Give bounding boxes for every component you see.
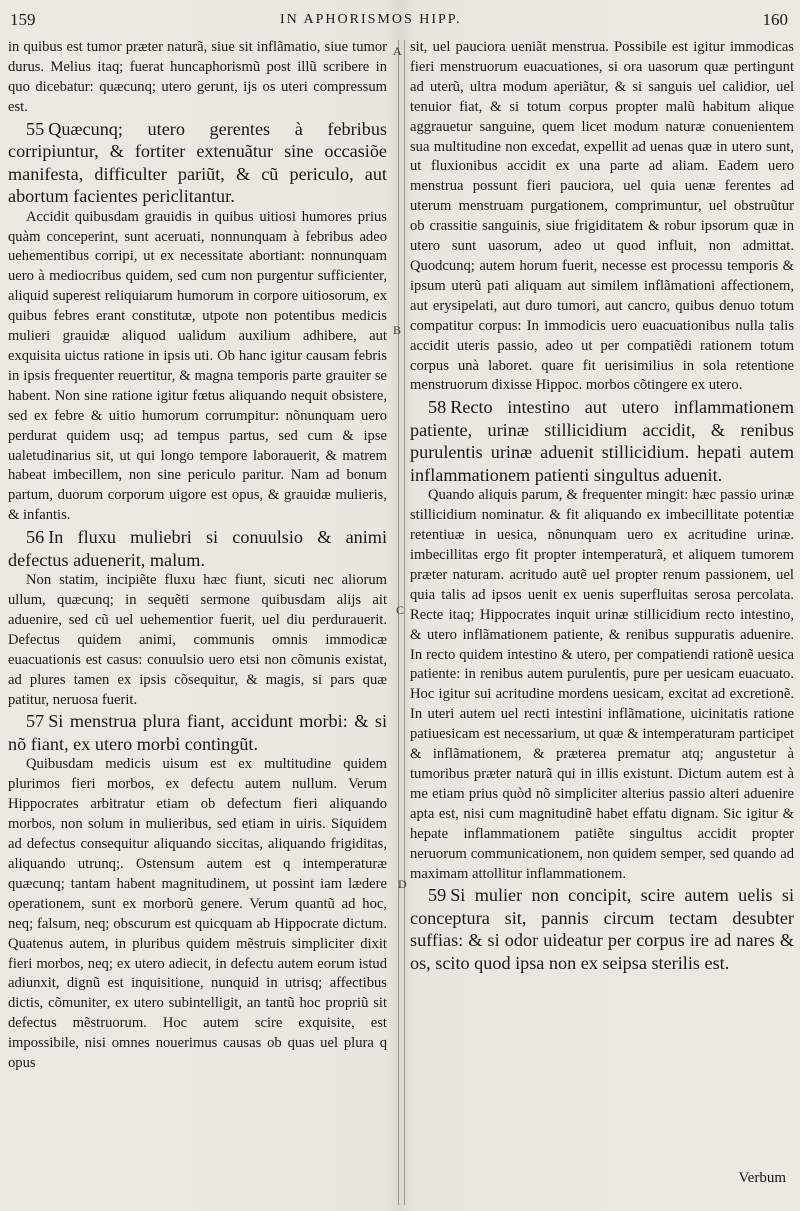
commentary-58: Quando aliquis parum, & frequenter mingit: hæc passio urinæ stillicidium nominatur. & fit aliquando ex imbecillitate potentiæ retentiuæ in uesica, nõnunquam uero ex acritudine urinæ. imbecillitas ergo fit propter intemperaturã, et aliquem tumorem præter naturam. acritudo autẽ uel propter renum passionem, uel quia talis ad ipsos uenit ex uenis superfluitas serosa percolata. Recte itaq; Hippocrates inquit urinæ stillicidium recto intestino, & utero inflãmationem patiente, & renibus suppuratis aduenire. In recto quidem intestino & utero, per compatiendi rationẽ uesica patiente: in renibus autem purulentis, pure per uesicam euacuato. Hoc igitur sui acritudine mordens uesicam, excitat ad excretionẽ. In uteri autem uel recti intestini inflãmatione, uicinitatis ratione patiuesicam est necessarium, ut quæ & intemperaturam participet & inflãmationem, & præterea prematur atq; angustetur à tumoribus præter naturã qui in illis existunt. Dictum autem est à me etiam prius quòd nõ simpliciter alterius passio alteri aduenire apta est, nisi cum magnitudinẽ habet effatu dignam. Sic igitur & hepate inflammationem patiẽte singultus accidit propter neruorum communicationem, non quidem semper, sed quando ad maximam attollitur inflammationem.	[410, 487, 794, 882]
commentary-55: Accidit quibusdam grauidis in quibus uitiosi humores prius quàm conceperint, sunt aceruati, nonnunquam à febribus adeo uehementibus corripi, ut ex necessitate abortiant: nonnunquam uero à mediocribus quidem, sed cum non purgentur sufficienter, aliquid superest reliquiarum humorum in corpore uitiosorum, ex quibus febres erant constitutæ, utpote non potentibus medicis mulieri grauidæ aliquod ualidum auxilium adhibere, aut exquisita uictus ratione in ipsis uti. Ob hanc igitur causam febris in ipsis frequenter reuertitur, & magna temporis parte grauiter se habent. Non sine ratione igitur fœtus aliquando nequit obsistere, sed ex febre & uitio humorum corrumpitur: nõnunquam uero perdurat quidem usq; ad tempus partus, sed cum & ipse ualetudinarius sit, ut qui longo tempore laborauerit, & matrem habeat imbecillem, non sine periculo paritur. Nam ad bonum partum, duorum corporum uigore est opus, & grauidæ mulieris, & infantis.	[8, 208, 387, 524]
aphorism-number: 56	[26, 527, 45, 548]
page-header	[0, 10, 800, 34]
margin-marker-b: B	[393, 323, 402, 337]
aphorism-text: Quæcunq; utero gerentes à febribus corripiuntur, & fortiter extenuãtur sine occasiõe manifesta, difficulter pariũt, & cũ periculo, aut abortum facientes periclitantur.	[8, 118, 387, 207]
page-number-left: 159	[10, 10, 36, 29]
left-column	[8, 38, 387, 1203]
running-head: IN APHORISMOS HIPP.	[280, 12, 462, 27]
margin-marker-c: C	[396, 603, 405, 617]
aphorism-number: 57	[26, 711, 45, 732]
continued-commentary: sit, uel pauciora ueniãt menstrua. Possibile est igitur immodicas fieri menstruorum euacuationes, si ora uasorum quæ pertingunt ad uterũ, ultra modum aperiãtur, & si sanguis uel calidior, uel tenuior fiat, & si totum corpus propter malũ habitum alique aggrauetur sanguine, quem licet modum naturæ conuenientem sua multitudine non excedat, expellit ad uenas quæ in utero sunt, ut fluxionibus accidit ex una parte ad aliam. Eadem uero menstrua possunt fieri pauciora, uel quia uenæ ferentes ad uterum menstruam purgationem, comprimuntur, uel obstruũtur ob crassitie sanguinis, siue frigiditatem & robur ipsorum quæ in utero sunt uasorum, adeo ut quod influit, non admittat. Quodcunq; autem horum fuerit, necesse est processu temporis & ipsum uterũ pati aliquam aut similem inflãmationi affectionem, aut erysipelati, aut duro tumori, aut cancro, quibus denuo totum compatitur corpus: In immodicis uero euacuationibus nulla talis accidit uteris passio, adeo ut per compatiẽdi rationem totum corpus unà laboret. quare fit uerisimilius in sola retentione menstruorum dixisse Hippoc. morbos cõtingere ex utero.	[410, 39, 794, 394]
aphorism-57	[8, 710, 387, 755]
right-column	[410, 38, 794, 1203]
aphorism-text: Si mulier non concipit, scire autem uelis si conceptura sit, pannis circum tectam desubter suffias: & si odor uideatur per corpus ire ad nares & os, scito quod ipsa non ex seipsa sterilis est.	[410, 885, 794, 973]
page-number-right: 160	[762, 10, 788, 29]
catchword: Verbum	[738, 1170, 786, 1186]
aphorism-text: Recto intestino aut utero inflammationem patiente, urinæ stillicidium accidit, & renibus purulentis urinæ aduenit stillicidium. hepati autem inflammationem patienti singultus aduenit.	[410, 397, 794, 485]
column-rule-right	[404, 40, 405, 1205]
aphorism-text: Si menstrua plura fiant, accidunt morbi: & si nõ fiant, ex utero morbi contingũt.	[8, 711, 387, 754]
aphorism-number: 58	[428, 397, 447, 418]
aphorism-number: 55	[26, 118, 45, 139]
column-rule-left	[398, 40, 399, 1205]
margin-marker-a: A	[393, 44, 402, 58]
aphorism-text: In fluxu muliebri si conuulsio & animi defectus aduenerit, malum.	[8, 527, 387, 570]
margin-marker-d: D	[398, 877, 407, 891]
commentary-56: Non statim, incipiẽte fluxu hæc fiunt, sicuti nec aliorum ullum, quæcunq; in sequẽti sermone quibusdam alijs ait aduenire, sed cũ uel uehementior fuerit, uel diu perdurauerit. Defectus quidem animi, communis omnis immodicæ euacuationis est casus: conuulsio uero etsi non cõmunis existat, ad plures tamen ex ipsis cõsequitur, & magis, si pars quæ patitur, neruosa fuerit.	[8, 572, 387, 708]
aphorism-56	[8, 526, 387, 571]
aphorism-number: 59	[428, 885, 447, 906]
commentary-57: Quibusdam medicis uisum est ex multitudine quidem plurimos fieri morbos, ex defectu autem nullum. Verum Hippocrates arbitratur etiam ob defectum fieri aliquando morbos, non solum in mulieribus, sed etiam in uiris. Siquidem ad defectus consequitur aliquando siccitas, aliquando frigiditas, aliquando utrunq;. Ostensum autem est q intemperaturæ quæcunq; tantam habent magnitudinem, ut possint iam lædere operationem, sunt ex morborũ genere. Verum quantũ ad hoc, neq; falsum, neq; obscurum est quicquam ab Hippocrate dictum. Quatenus autem, in pluribus quidem mẽstruis simpliciter dixit fieri morbos, neq; ex utero adiecit, in defectu autem eorum istud adiunxit, dignũ est inquisitione, nunquid in utrisq; affectibus dictis, cõmuniter, ex utero subintelligit, an tantũ hoc propriũ sit defectus mẽstruorum. Hoc autem scire exquisite, est impossibile, nisi omnes nouerimus causas ob quas uel plura q opus	[8, 756, 387, 1072]
aphorism-55	[8, 118, 387, 208]
aphorism-59	[410, 884, 794, 974]
aphorism-58	[410, 396, 794, 486]
continued-commentary: in quibus est tumor præter naturã, siue sit inflãmatio, siue tumor durus. Melius itaq; fuerat huncaphorismũ post illũ scribere in quo dicebatur: quæcunq; utero gerunt, ijs os uteri compressum est.	[8, 39, 387, 115]
